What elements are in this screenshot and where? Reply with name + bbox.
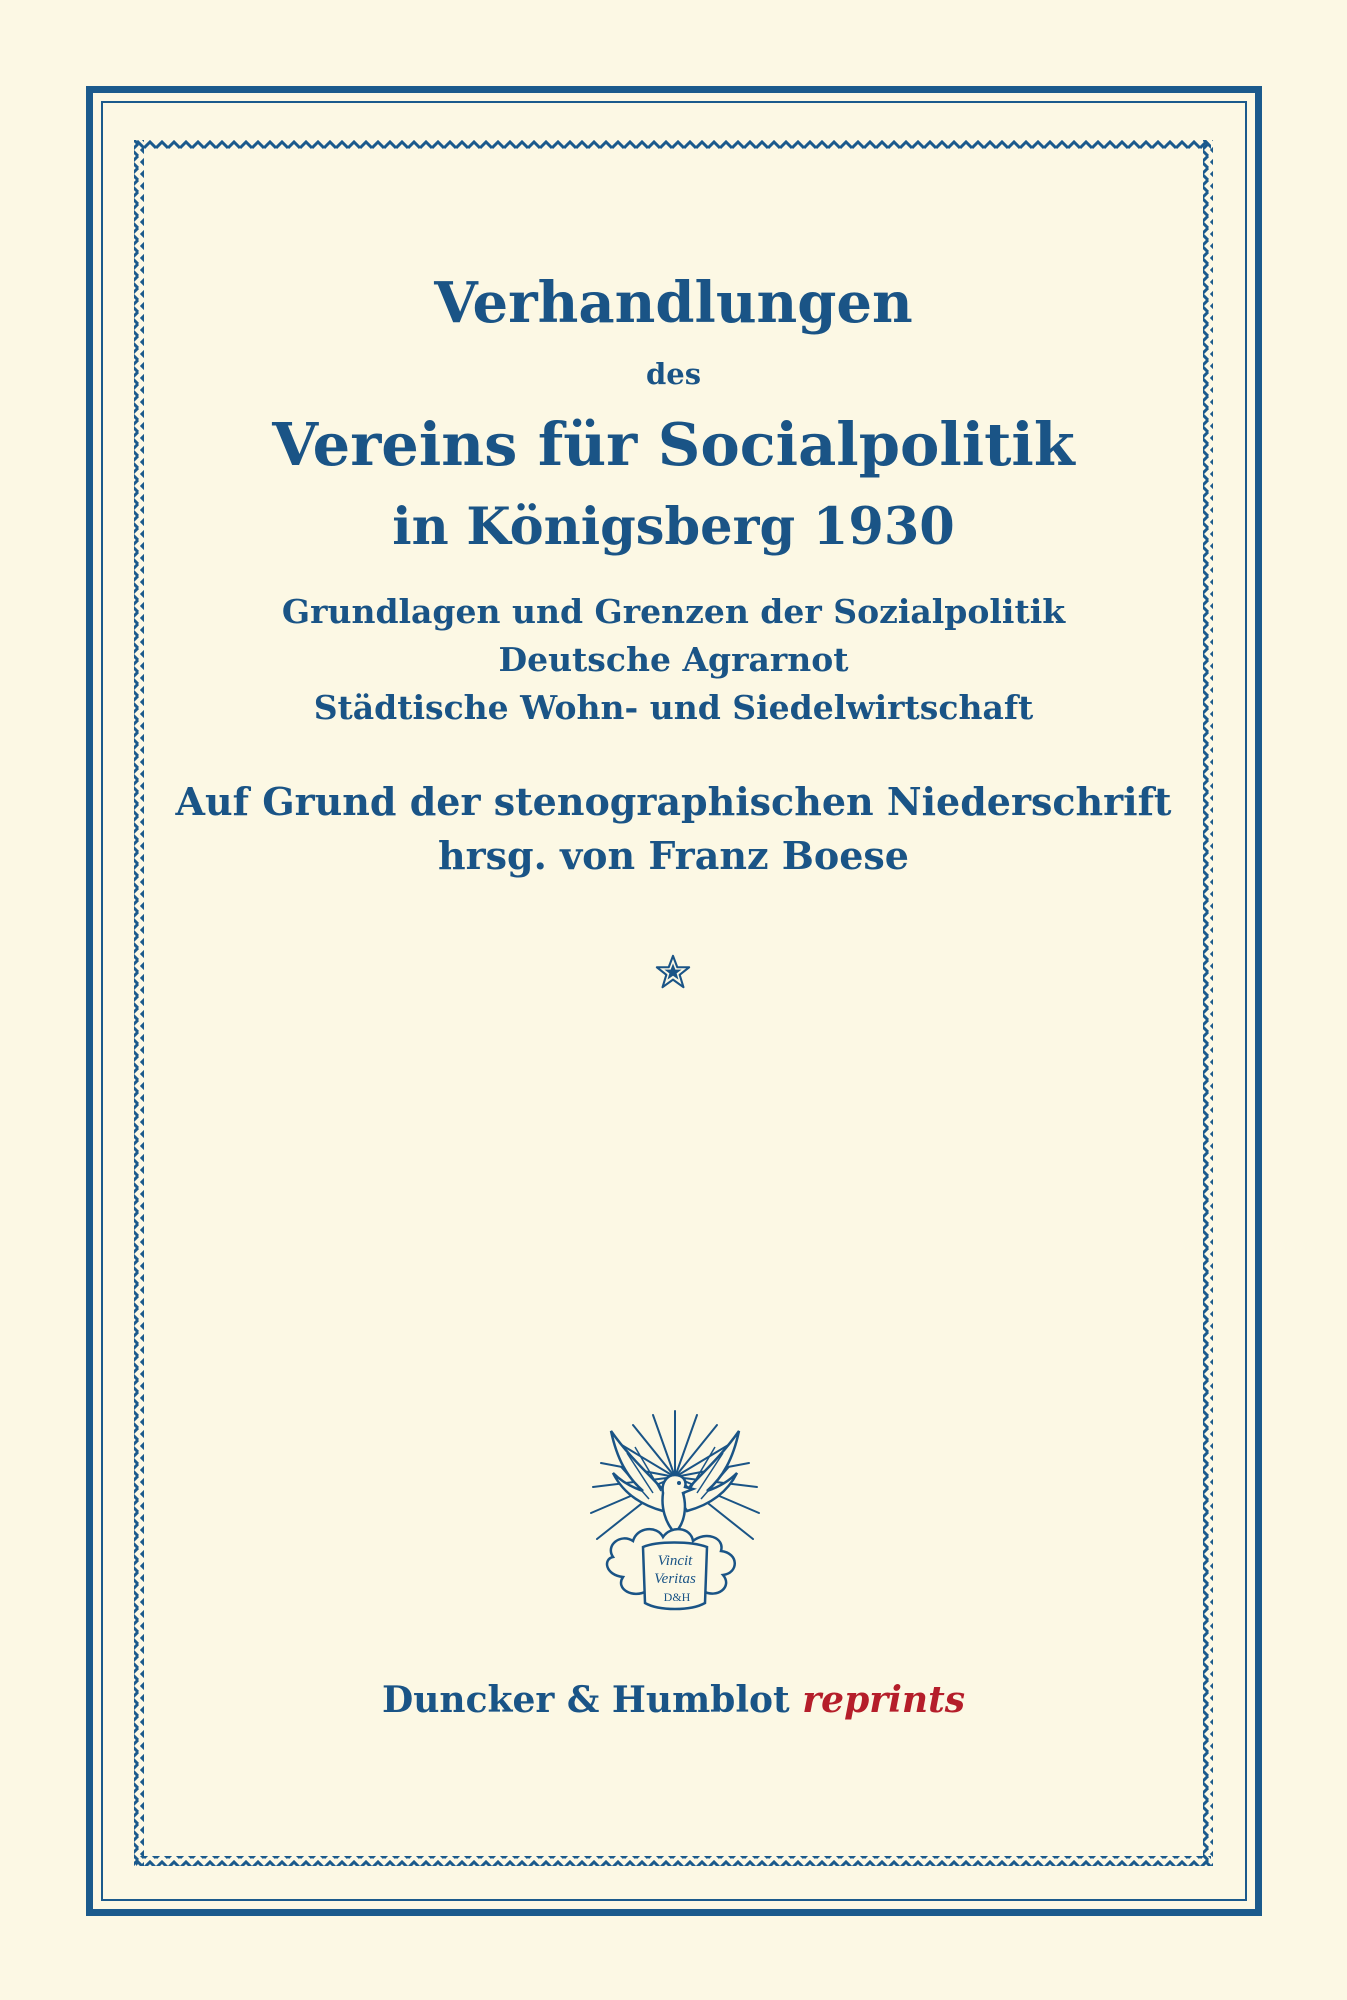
editor-note — [140, 775, 1207, 883]
star-icon — [654, 953, 692, 991]
publisher-name: Duncker & Humblot — [382, 1679, 790, 1721]
topic-line: Deutsche Agrarnot — [498, 640, 849, 679]
svg-text:Vincit: Vincit — [657, 1553, 693, 1569]
topics-list — [140, 588, 1207, 732]
editor-line: Auf Grund der stenographischen Niederschrift — [175, 779, 1172, 824]
topic-line: Städtische Wohn- und Siedelwirtschaft — [313, 688, 1034, 727]
eagle-emblem-icon — [583, 1407, 767, 1625]
topic-line: Grundlagen und Grenzen der Sozialpolitik — [281, 592, 1066, 631]
svg-text:Veritas: Veritas — [654, 1571, 696, 1587]
publisher-imprint — [140, 1676, 1207, 1724]
publisher-series: reprints — [802, 1679, 965, 1721]
title-connector: des — [645, 357, 702, 391]
book-title: Verhandlungen — [434, 270, 913, 336]
place-year: in Königsberg 1930 — [392, 497, 955, 557]
society-name: Vereins für Socialpolitik — [272, 410, 1075, 479]
editor-line: hrsg. von Franz Boese — [438, 833, 909, 878]
svg-text:D&H: D&H — [663, 1590, 691, 1604]
